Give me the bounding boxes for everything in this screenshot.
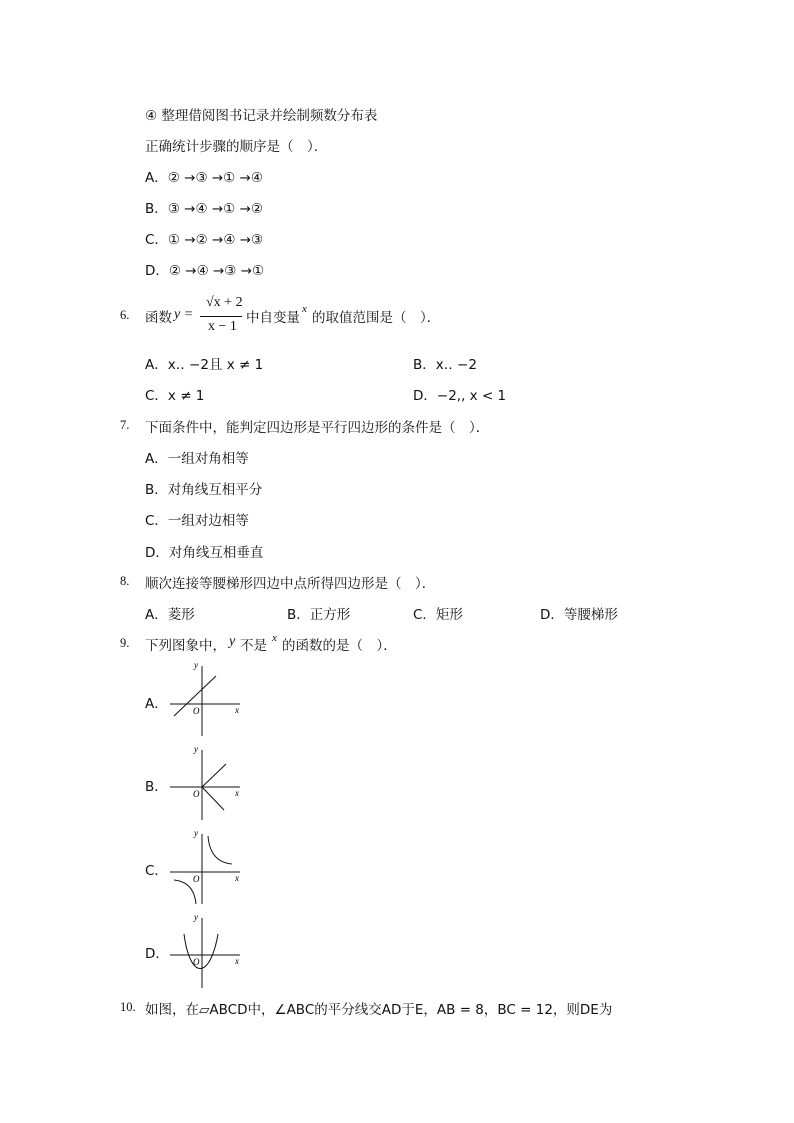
q9-label-c[interactable]: C． [145,863,168,879]
q7-option-a[interactable]: A．一组对角相等 [145,451,249,467]
q9-x: x [272,632,277,644]
q6-numerator: √x + 2 [206,295,243,310]
q9-graph-c[interactable] [166,824,246,906]
y-axis-label: y [194,828,198,838]
q6-number: 6. [120,308,130,322]
q5-stem: 正确统计步骤的顺序是（ ）． [145,139,328,155]
q5-option-d[interactable]: D．② →④ →③ →① [145,263,265,279]
q6-option-d[interactable]: D．−2,, x < 1 [413,388,507,404]
q6-var: x [302,303,307,315]
origin-label: O [193,874,200,884]
q6-prefix: 函数 [145,310,172,326]
q5-option-c[interactable]: C．① →② →④ →③ [145,232,264,248]
q8-option-c[interactable]: C．矩形 [413,607,463,623]
q10-text: 如图，在▱ABCD中，∠ABC的平分线交AD于E，AB = 8，BC = 12，则DE为 [145,1002,613,1018]
origin-label: O [193,706,200,716]
q9-graph-a[interactable] [166,656,246,738]
x-axis-label: x [235,705,239,715]
q7-stem: 下面条件中，能判定四边形是平行四边形的条件是（ ）． [145,420,490,436]
q10-number: 10. [120,1000,136,1014]
q7-number: 7. [120,418,130,432]
q6-option-c[interactable]: C．x ≠ 1 [145,388,205,404]
origin-label: O [193,957,200,967]
q9-y: y [229,634,236,649]
q9-stem-pre: 下列图象中， [145,638,226,654]
fraction-bar [200,316,242,317]
ray-upper [202,764,226,787]
q6-fraction [200,295,244,341]
x-axis-label: x [235,788,239,798]
q8-option-d[interactable]: D．等腰梯形 [540,607,618,623]
hyperbola-branch-upper [208,836,232,864]
q6-option-b[interactable]: B．x‥ −2 [413,357,477,373]
q7-option-b[interactable]: B．对角线互相平分 [145,482,263,498]
x-axis-label: x [235,956,239,966]
q7-option-d[interactable]: D．对角线互相垂直 [145,545,264,561]
q6-formula-lhs: y = [174,307,194,322]
q6-suffix: 中自变量 [246,310,300,326]
q9-label-a[interactable]: A． [145,696,168,712]
q9-graph-d[interactable] [166,908,246,990]
q6-denominator: x − 1 [208,319,237,334]
q6-option-a[interactable]: A．x‥ −2且 x ≠ 1 [145,357,264,373]
y-axis-label: y [194,660,198,670]
x-axis-label: x [235,873,239,883]
origin-label: O [193,789,200,799]
q9-stem-post: 的函数的是（ ）． [282,638,397,654]
q9-label-b[interactable]: B． [145,779,168,795]
ray-lower [202,787,224,810]
q8-option-b[interactable]: B．正方形 [287,607,351,623]
y-axis-label: y [194,744,198,754]
y-axis-label: y [194,912,198,922]
q6-tail: 的取值范围是（ ）． [312,310,441,326]
q8-option-a[interactable]: A．菱形 [145,607,195,623]
q9-number: 9. [120,636,130,650]
q5-item-4: ④ 整理借阅图书记录并绘制频数分布表 [145,108,378,124]
parabola-graph [184,934,218,969]
q9-label-d[interactable]: D． [145,946,169,962]
q7-option-c[interactable]: C．一组对边相等 [145,513,249,529]
q8-number: 8. [120,574,130,588]
q9-stem-mid: 不是 [240,638,267,654]
q8-stem: 顺次连接等腰梯形四边中点所得四边形是（ ）． [145,576,436,592]
q5-option-b[interactable]: B．③ →④ →① →② [145,201,263,217]
q9-graph-b[interactable] [166,740,246,822]
q5-option-a[interactable]: A．② →③ →① →④ [145,170,263,186]
